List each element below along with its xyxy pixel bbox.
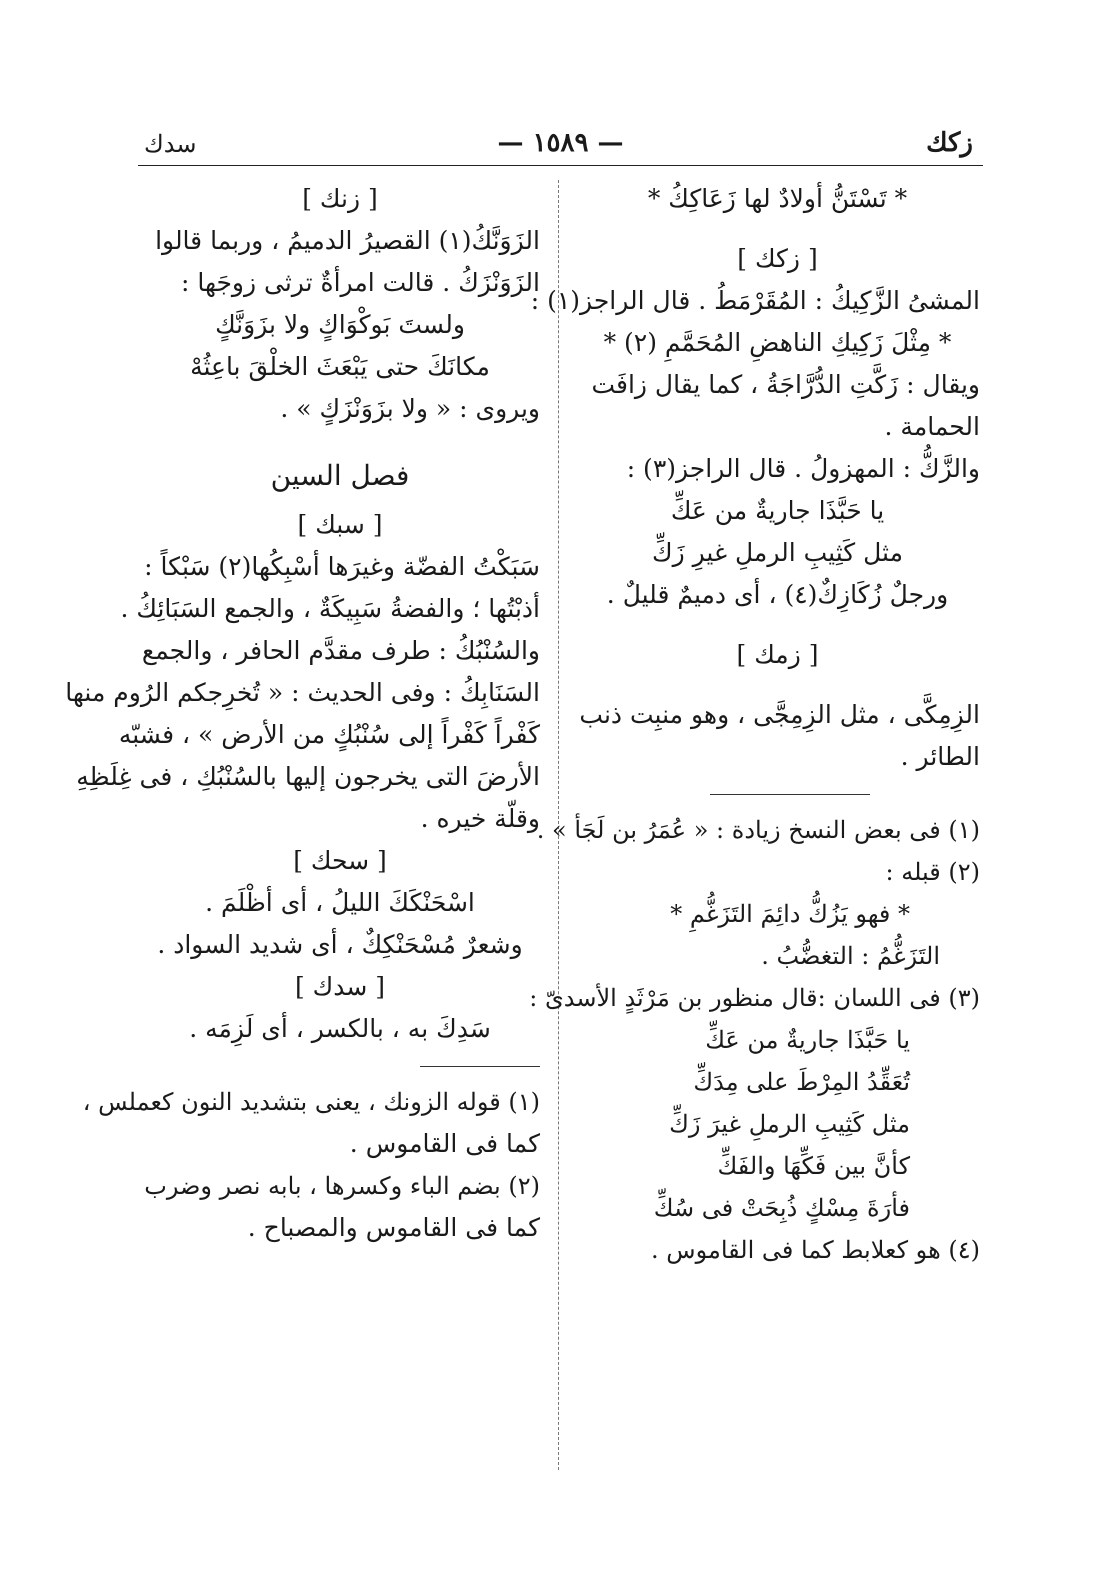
verse-line: ورجلٌ زُكَازِكٌ(٤) ، أى دميمٌ قليلٌ .: [606, 580, 949, 609]
fn-footnote-verse: فأرَةَ مِسْكٍ ذُبِحَتْ فى سُكِّ: [653, 1194, 910, 1222]
text-line: الزِمِكَّى ، مثل الزِمِجَّى ، وهو منبِت ذنب: [579, 700, 980, 729]
header-root-word: زكك: [926, 128, 973, 158]
verse-line: سَدِكَ به ، بالكسر ، أى لَزِمَه .: [189, 1014, 491, 1043]
fn-footnote-verse: * فهو يَزُكُّ دائِمَ التَزَغُّمِ *: [670, 900, 910, 928]
verse-line: وشعرٌ مُسْحَنْكِكٌ ، أى شديد السواد .: [157, 930, 523, 959]
entry-heading: [ سدك ]: [294, 972, 386, 1001]
text-line: الحمامة .: [884, 412, 980, 441]
text-line: الزَوَنْزَكُ . قالت امرأةٌ ترثى زوجَها :: [180, 268, 540, 297]
footnote-rule: [710, 794, 870, 795]
spacer: [575, 220, 980, 238]
verse-line: مثل كَثِيبِ الرملِ غيرِ زَكِّ: [652, 538, 903, 567]
text-line: المشىُ الزَّكِيكُ : المُقَرْمَطُ . قال الراجز(١) :: [530, 286, 980, 315]
footnote-rule: [420, 1066, 540, 1067]
entry-heading: [ زنك ]: [302, 184, 378, 213]
fn-footnote: (٣) فى اللسان :قال منظور بن مَرْثَدٍ الأسدىّ :: [529, 984, 980, 1012]
text-line: السَنَابِكُ : وفى الحديث : « تُخرِجكم الرُوم منها: [65, 678, 540, 707]
verse-line: * مِثْلَ زَكِيكِ الناهضِ المُحَمَّمِ (٢) *: [603, 328, 952, 357]
left-column: [65, 178, 540, 1249]
fn-text-line: كما فى القاموس والمصباح .: [247, 1213, 540, 1242]
fn-text-line: كما فى القاموس .: [349, 1129, 540, 1158]
fn-footnote-verse: يا حَبَّذَا جاريةٌ من عَكِّ: [705, 1026, 910, 1054]
spacer: [140, 430, 540, 448]
fn-footnote: (١) قوله الزونك ، يعنى بتشديد النون كعملس ،: [82, 1088, 540, 1116]
text-line: والزَّكُّ : المهزولُ . قال الراجز(٣) :: [626, 454, 980, 483]
verse-line: مكانَكَ حتى يَبْعَثَ الخلْقَ باعِثُهْ: [190, 352, 490, 381]
verse-line: * تَسْتَنُّ أولادٌ لها زَعَاكِكُ *: [647, 184, 908, 213]
entry-heading: [ زمك ]: [736, 640, 819, 669]
entry-heading: [ سحك ]: [293, 846, 387, 875]
right-column: [529, 178, 980, 1271]
header-rule: [138, 165, 983, 166]
page-header: [138, 124, 983, 164]
fn-footnote-verse: مثل كَثِيبِ الرملِ غيرَ زَكِّ: [669, 1110, 910, 1138]
page-number: — ١٥٨٩ —: [497, 128, 624, 158]
entry-heading: [ سبك ]: [297, 510, 383, 539]
fn-footnote: (٢) بضم الباء وكسرها ، بابه نصر وضرب: [144, 1172, 540, 1200]
spacer: [575, 616, 980, 634]
text-line: الأرضَ التى يخرجون إليها بالسُنْبُكِ ، فى غِلَظِهِ: [76, 762, 540, 791]
fn-footnote: (٤) هو كعلابط كما فى القاموس .: [651, 1236, 980, 1264]
fn-footnote-verse: تُعَقِّدُ المِرْطَ على مِدَكِّ: [693, 1068, 910, 1096]
text-line: كَفْراً كَفْراً إلى سُنْبُكٍ من الأرض » ، فشبّه: [118, 720, 540, 749]
verse-line: اسْحَنْكَكَ الليلُ ، أى أظْلَمَ .: [205, 888, 475, 917]
fn-footnote: (١) فى بعض النسخ زيادة : « عُمَرُ بن لَجَأ » .: [536, 816, 980, 844]
entry-heading: [ زكك ]: [737, 244, 818, 273]
text-line: أذبْتُها ؛ والفضةُ سَبِيكَةٌ ، والجمع السَبَائِكُ .: [120, 594, 540, 623]
text-line: الزَوَنَّكُ(١) القصيرُ الدميمُ ، وربما قالوا: [155, 226, 540, 255]
text-line: الطائر .: [900, 742, 980, 771]
text-line: والسُنْبُكُ : طرف مقدَّم الحافر ، والجمع: [141, 636, 540, 665]
verse-line: يا حَبَّذَا جاريةٌ من عَكِّ: [670, 496, 885, 525]
text-line: ويروى : « ولا بزَوَنْزَكٍ » .: [280, 394, 540, 423]
spacer: [575, 676, 980, 694]
text-line: وقلّة خيره .: [420, 804, 540, 833]
header-last-word: سدك: [144, 130, 197, 158]
fn-footnote: (٢) قبله :: [885, 858, 980, 886]
section-title: فصل السين: [270, 459, 410, 492]
text-line: ويقال : زَكَّتِ الدُّرَّاجَةُ ، كما يقال زافَت: [591, 370, 980, 399]
fn-footnote-verse: كأنَّ بين فَكِّهَا والفَكِّ: [717, 1152, 910, 1180]
text-line: سَبَكْتُ الفضّة وغيرَها أسْبِكُها(٢) سَبْكاً :: [144, 552, 540, 581]
fn-footnote-line: التَزَغُّمُ : التغضُّبُ .: [761, 942, 940, 970]
verse-line: ولستَ بَوكْوَاكٍ ولا بزَوَنَّكٍ: [215, 310, 465, 339]
